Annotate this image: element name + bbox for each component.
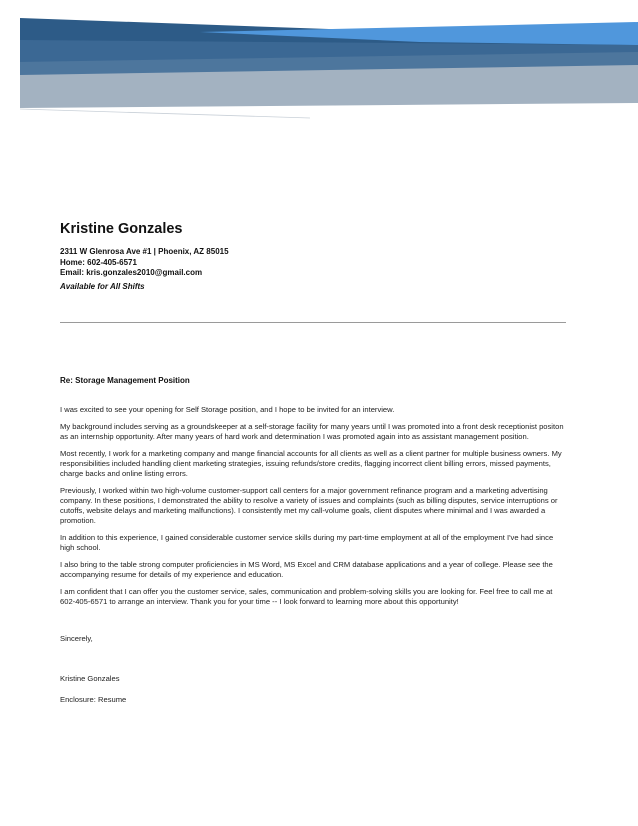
paragraph: I was excited to see your opening for Self Storage position, and I hope to be invited for an interview.: [60, 405, 395, 414]
home-phone: Home: 602-405-6571: [60, 257, 137, 267]
subject-line: Re: Storage Management Position: [60, 376, 190, 385]
paragraph: In addition to this experience, I gained considerable customer service skills during my part-time employment at all of the employment I've had since high school.: [60, 533, 554, 553]
paragraph: Most recently, I work for a marketing company and mange financial accounts for all clients as well as a client partner for multiple business owners. My responsibilities included handling client marketing strategies, issuing refunds/store credits, flagging incorrect client billing errors, missed payments, charge backs and online listing errors.: [60, 448, 562, 479]
banner-underline: [20, 109, 310, 118]
paragraph: My background includes serving as a groundskeeper at a self-storage facility for many years until I was promoted into a front desk receptionist positon as an internship opportunity. After many years of hard work and determination I was promoted again into as assistant management position.: [60, 421, 564, 441]
paragraph: Previously, I worked within two high-volume customer-support call centers for a major government refinance program and a marketing advertising company. In these positions, I demonstrated the ability to resolve a variety of issues and complaints (such as billing disputes, service interruptions or cutoffs, website delays and marketing malfunctions). I consistently met my call-volume goals, client disputes where minimal and I was awarded a promotion.: [60, 485, 558, 526]
enclosure-note: Enclosure: Resume: [60, 695, 127, 704]
letter-body: [60, 405, 568, 614]
closing-salutation: Sincerely,: [60, 634, 93, 643]
signature-name: Kristine Gonzales: [60, 674, 120, 683]
address: 2311 W Glenrosa Ave #1 | Phoenix, AZ 85015: [60, 247, 229, 256]
applicant-name: Kristine Gonzales: [60, 221, 183, 237]
paragraph: I am confident that I can offer you the customer service, sales, communication and problem-solving skills you are looking for. Feel free to call me at 602-405-6571 to arrange an interview. Thank you for your time -- I look forward to learning more about this opportunity!: [60, 587, 553, 607]
contact-block: [60, 247, 229, 279]
availability-note: Available for All Shifts: [60, 282, 145, 291]
section-divider: [60, 322, 566, 323]
email: Email: kris.gonzales2010@gmail.com: [60, 268, 203, 278]
header-banner: [0, 0, 638, 130]
paragraph: I also bring to the table strong computer proficiencies in MS Word, MS Excel and CRM database applications and a year of college. Please see the accompanying resume for details of my experience and education.: [60, 560, 553, 580]
